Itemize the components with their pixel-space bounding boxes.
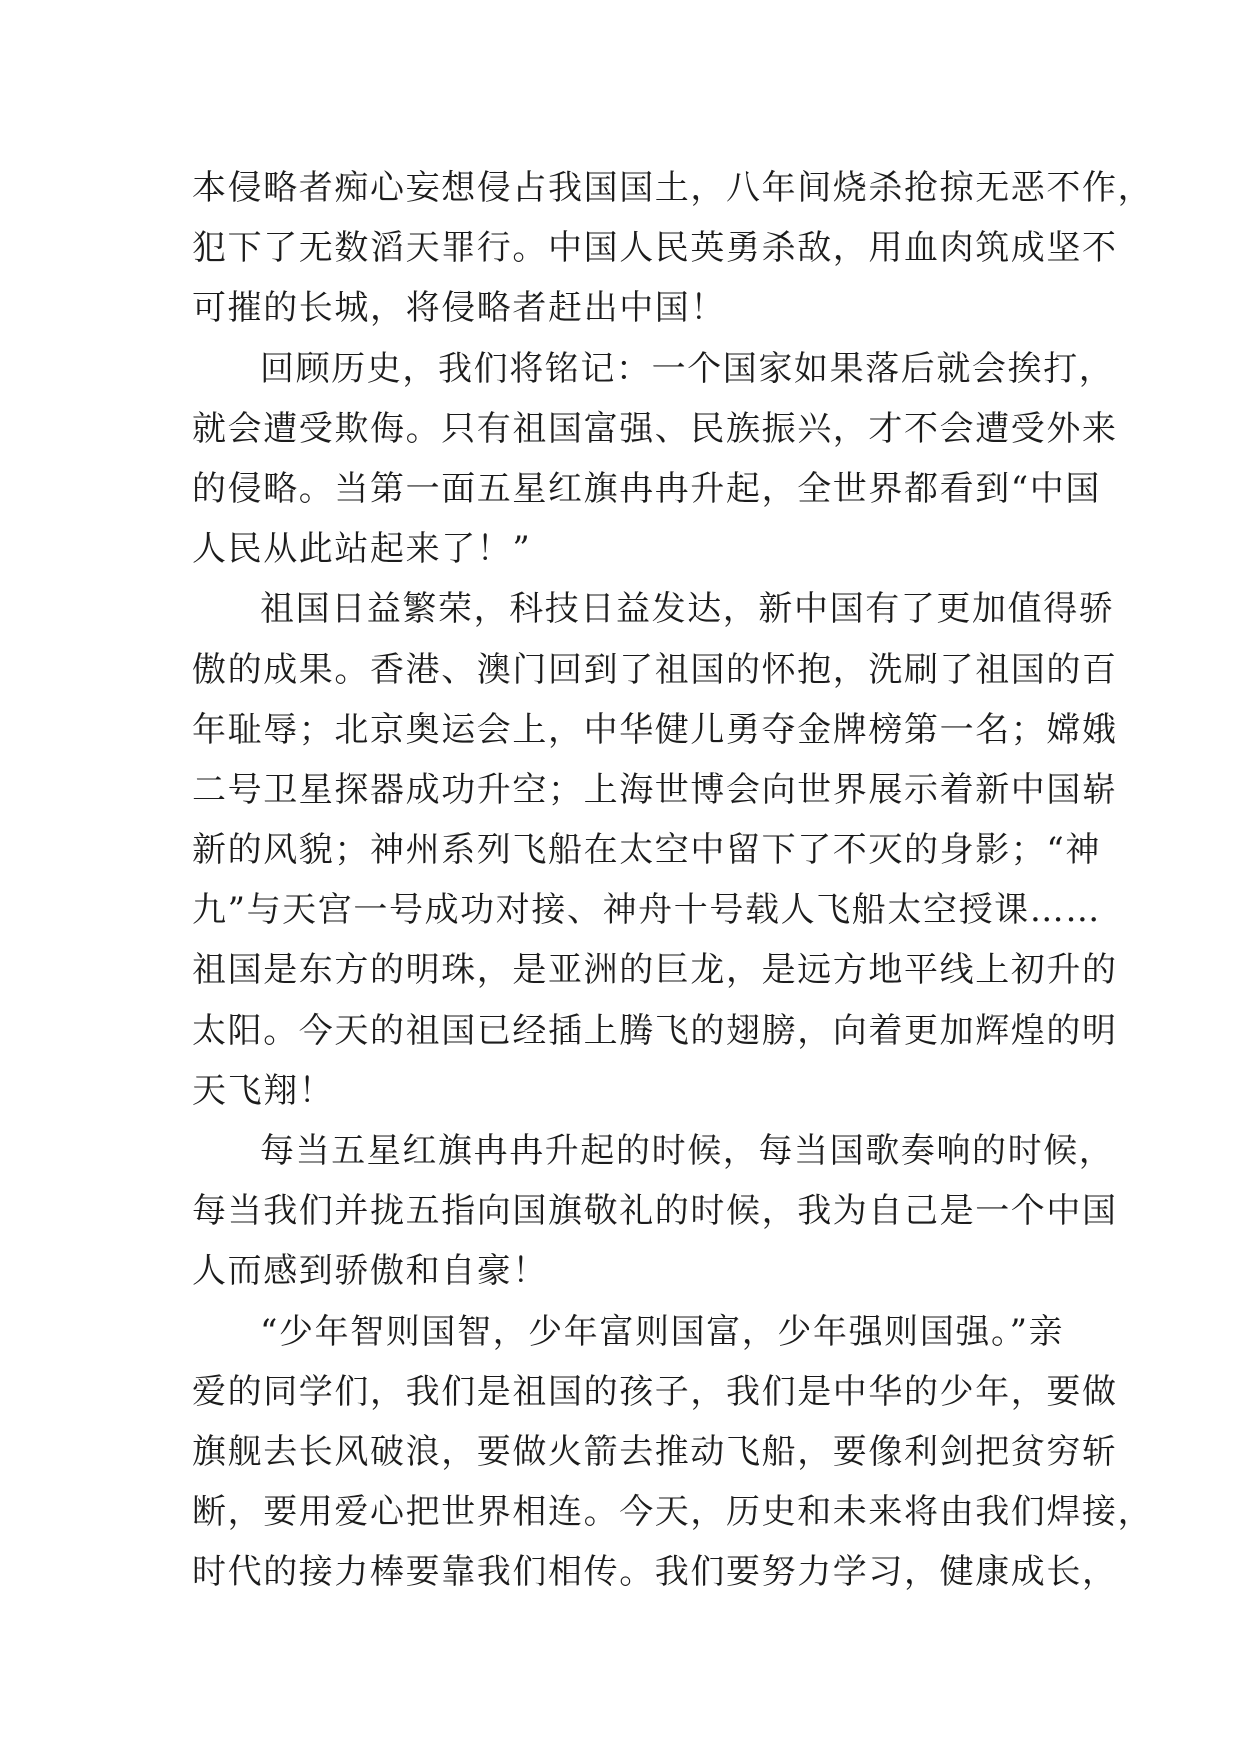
text-line: 人民从此站起来了！” xyxy=(192,529,532,570)
paragraph-first-line: 每当五星红旗冉冉升起的时候，每当国歌奏响的时候， xyxy=(260,1131,1115,1171)
text-line: 旗舰去长风破浪，要做火箭去推动飞船，要像利剑把贫穷斩 xyxy=(192,1431,1118,1472)
text-line: 祖国是东方的明珠，是亚洲的巨龙，是远方地平线上初升的 xyxy=(192,950,1118,991)
text-line: 断，要用爱心把世界相连。今天，历史和未来将由我们焊接， xyxy=(192,1492,1154,1533)
text-line: 太阳。今天的祖国已经插上腾飞的翅膀，向着更加辉煌的明 xyxy=(192,1010,1118,1051)
text-line: 人而感到骄傲和自豪！ xyxy=(192,1251,548,1292)
text-line: 犯下了无数滔天罪行。中国人民英勇杀敌，用血肉筑成坚不 xyxy=(192,228,1118,269)
text-line: 爱的同学们，我们是祖国的孩子，我们是中华的少年，要做 xyxy=(192,1371,1118,1412)
text-line: 时代的接力棒要靠我们相传。我们要努力学习，健康成长， xyxy=(192,1552,1118,1593)
text-line: 的侵略。当第一面五星红旗冉冉升起，全世界都看到“中国 xyxy=(192,468,1101,509)
text-line: 每当我们并拢五指向国旗敬礼的时候，我为自己是一个中国 xyxy=(192,1191,1118,1232)
paragraph-first-line: “少年智则国智，少年富则国富，少年强则国强。”亲 xyxy=(260,1311,1065,1352)
text-line: 年耻辱；北京奥运会上，中华健儿勇夺金牌榜第一名；嫦娥 xyxy=(192,709,1118,750)
paragraph-first-line: 祖国日益繁荣，科技日益发达，新中国有了更加值得骄 xyxy=(260,589,1115,630)
text-line: 九”与天宫一号成功对接、神舟十号载人飞船太空授课…… xyxy=(192,890,1101,931)
text-line: 天飞翔！ xyxy=(192,1070,335,1111)
text-line: 新的风貌；神州系列飞船在太空中留下了不灭的身影；“神 xyxy=(192,830,1101,871)
text-line: 就会遭受欺侮。只有祖国富强、民族振兴，才不会遭受外来 xyxy=(192,408,1118,449)
paragraph-first-line: 回顾历史，我们将铭记：一个国家如果落后就会挨打， xyxy=(260,348,1115,389)
body-text xyxy=(192,158,1154,1603)
text-line: 二号卫星探器成功升空；上海世博会向世界展示着新中国崭 xyxy=(192,769,1118,810)
text-line: 可摧的长城，将侵略者赶出中国！ xyxy=(192,288,726,329)
text-line: 本侵略者痴心妄想侵占我国国土，八年间烧杀抢掠无恶不作， xyxy=(192,168,1154,208)
text-line: 傲的成果。香港、澳门回到了祖国的怀抱，洗刷了祖国的百 xyxy=(192,649,1118,690)
